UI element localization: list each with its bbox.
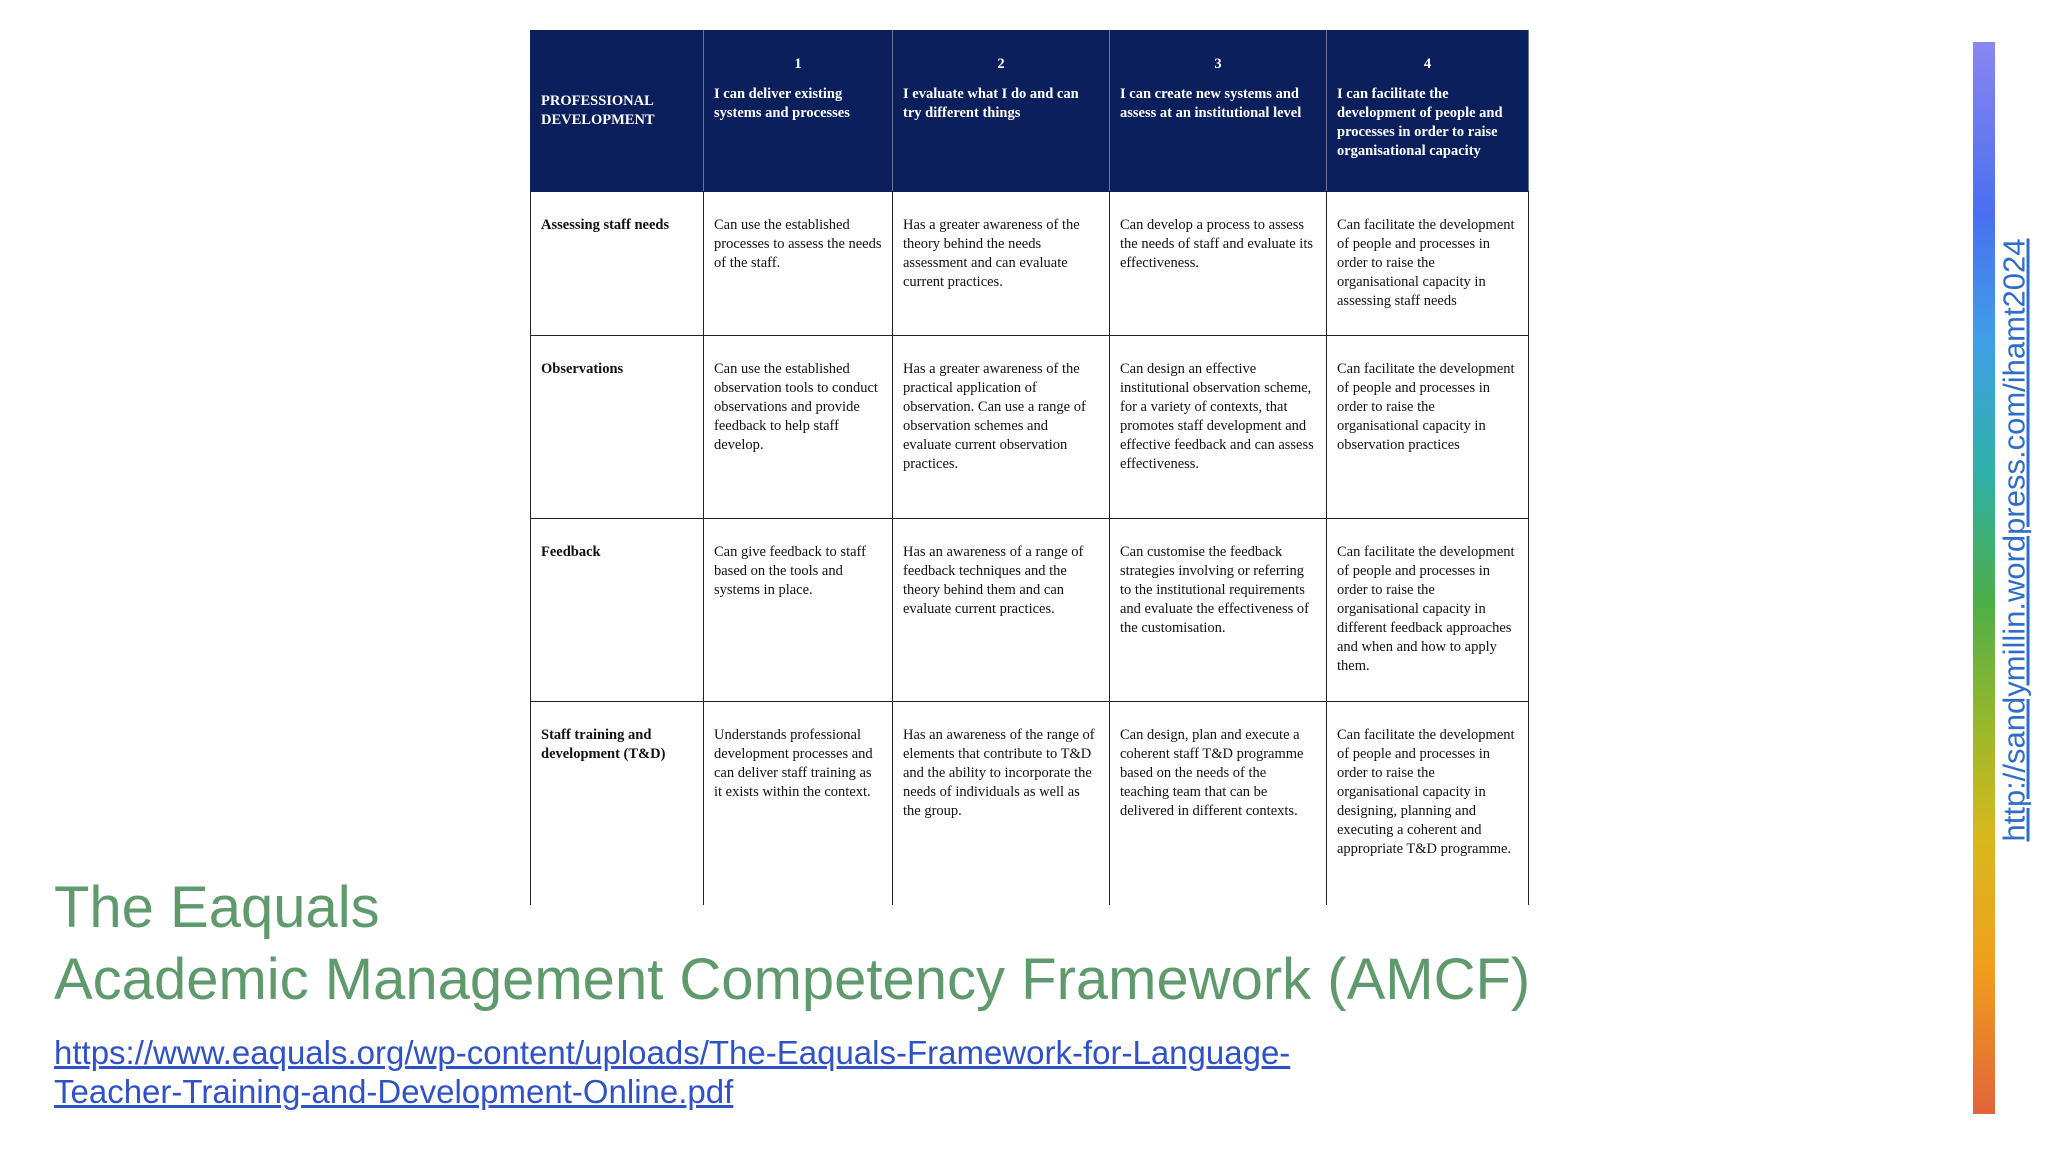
level-number: 3 [1214, 56, 1222, 72]
header-level-4 [1327, 31, 1529, 192]
table-cell: Can design an effective institutional observation scheme, for a variety of contexts, that promotes staff development and effective feedback and can assess effectiveness. [1110, 336, 1327, 519]
level-number: 1 [794, 56, 802, 72]
table-cell: Has a greater awareness of the theory behind the needs assessment and can evaluate current practices. [893, 192, 1110, 336]
table-header-row [531, 31, 1529, 192]
table-cell: Has an awareness of the range of elements that contribute to T&D and the ability to incorporate the needs of individuals as well as the group. [893, 702, 1110, 906]
table-cell: Has a greater awareness of the practical application of observation. Can use a range of observation schemes and evaluate current observation practices. [893, 336, 1110, 519]
table-cell: Can facilitate the development of people and processes in order to raise the organisational capacity in designing, planning and executing a coherent and appropriate T&D programme. [1327, 702, 1529, 906]
level-description: I can facilitate the development of people and processes in order to raise organisational capacity [1337, 86, 1503, 159]
row-label: Staff training and development (T&D) [531, 702, 704, 906]
header-level-2 [893, 31, 1110, 192]
competency-table [530, 30, 1529, 905]
table-cell: Can develop a process to assess the needs of staff and evaluate its effectiveness. [1110, 192, 1327, 336]
table-row [531, 336, 1529, 519]
table-cell: Can use the established observation tools to conduct observations and provide feedback to help staff develop. [704, 336, 893, 519]
header-level-3 [1110, 31, 1327, 192]
row-label: Observations [531, 336, 704, 519]
level-description: I evaluate what I do and can try different things [903, 86, 1079, 121]
table-row [531, 519, 1529, 702]
table-row [531, 192, 1529, 336]
blog-url-link[interactable]: http://sandymillin.wordpress.com/ihamt2024 [1997, 238, 2033, 842]
table-cell: Can facilitate the development of people and processes in order to raise the organisational capacity in different feedback approaches and when and how to apply them. [1327, 519, 1529, 702]
table-cell: Can customise the feedback strategies involving or referring to the institutional requirements and evaluate the effectiveness of the customisation. [1110, 519, 1327, 702]
slide-title-line-1: The Eaquals [54, 875, 380, 940]
level-number: 4 [1423, 56, 1432, 72]
gradient-color-bar [1973, 42, 1995, 1114]
header-level-1 [704, 31, 893, 192]
level-number: 2 [997, 56, 1005, 72]
table-cell: Understands professional development processes and can deliver staff training as it exists within the context. [704, 702, 893, 906]
table-cell: Can use the established processes to assess the needs of the staff. [704, 192, 893, 336]
row-label: Feedback [531, 519, 704, 702]
header-title: PROFESSIONAL DEVELOPMENT [531, 31, 704, 192]
level-description: I can deliver existing systems and processes [714, 86, 850, 121]
table-row [531, 702, 1529, 906]
table-cell: Has an awareness of a range of feedback techniques and the theory behind them and can evaluate current practices. [893, 519, 1110, 702]
slide-title-line-2: Academic Management Competency Framework (AMCF) [54, 947, 1531, 1012]
table-cell: Can design, plan and execute a coherent staff T&D programme based on the needs of the teaching team that can be delivered in different contexts. [1110, 702, 1327, 906]
table-cell: Can give feedback to staff based on the tools and systems in place. [704, 519, 893, 702]
row-label: Assessing staff needs [531, 192, 704, 336]
table-cell: Can facilitate the development of people and processes in order to raise the organisational capacity in assessing staff needs [1327, 192, 1529, 336]
side-url-container [1995, 240, 2035, 840]
table-cell: Can facilitate the development of people and processes in order to raise the organisational capacity in observation practices [1327, 336, 1529, 519]
source-pdf-link[interactable]: https://www.eaquals.org/wp-content/uploads/The-Eaquals-Framework-for-Language- Teacher-Training-and-Development-Online.pdf [54, 1034, 1291, 1110]
level-description: I can create new systems and assess at an institutional level [1120, 86, 1302, 121]
